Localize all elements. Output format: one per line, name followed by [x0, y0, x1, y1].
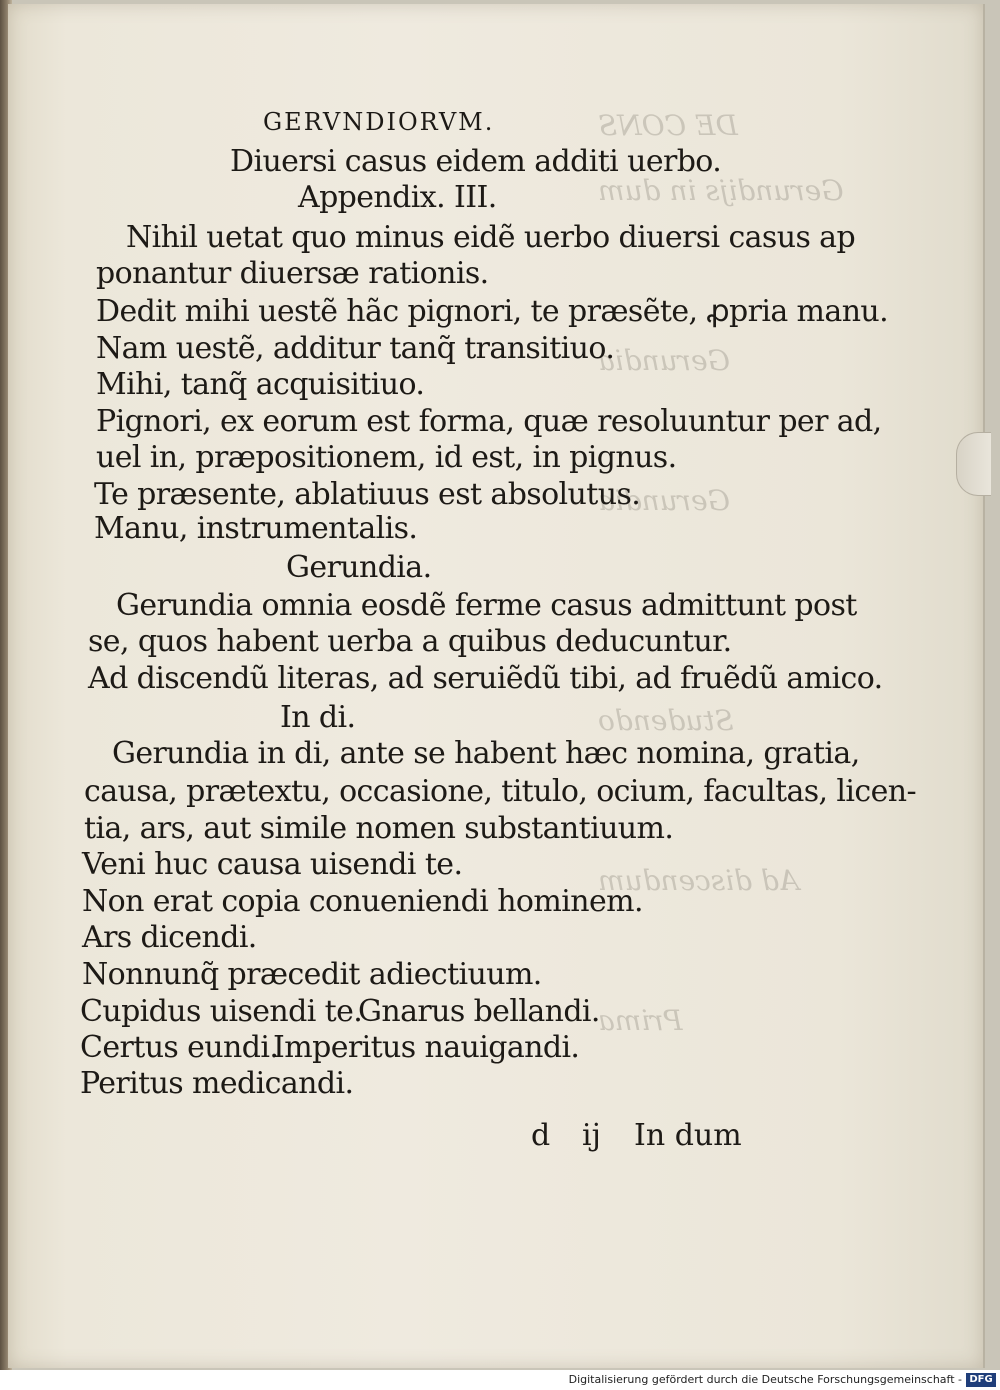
text-line: Te præsente, ablatiuus est absolutus. [94, 477, 641, 512]
text-line: Peritus medicandi. [80, 1066, 354, 1101]
text-line: Nonnunq̃ præcedit adiectiuum. [82, 957, 542, 992]
text-line-heading: Diuersi casus eidem additi uerbo. [230, 144, 722, 179]
dfg-logo: DFG [966, 1373, 996, 1387]
text-line: Non erat copia conueniendi hominem. [82, 884, 643, 919]
text-line-heading: In di. [280, 700, 356, 735]
show-through-text: DE CONS [598, 109, 738, 142]
text-line: Pignori, ex eorum est forma, quæ resoluuntur per ad, [96, 404, 882, 439]
text-line: Mihi, tanq̃ acquisitiuo. [96, 367, 425, 402]
catchword: In dum [634, 1118, 742, 1153]
show-through-text: Ad discendum [598, 864, 800, 897]
show-through-text: Studendo [598, 704, 734, 737]
text-line: causa, prætextu, occasione, titulo, ocium, facultas, licen- [84, 774, 917, 809]
text-line: se, quos habent uerba a quibus deducuntur. [88, 624, 732, 659]
text-line: Ars dicendi. [82, 920, 257, 955]
signature-mark: d [531, 1118, 551, 1153]
text-line: Ad discendũ literas, ad seruiẽdũ tibi, ad fruẽdũ amico. [88, 661, 883, 696]
digitization-footer [0, 1370, 1000, 1390]
running-head: GERVNDIORVM. [263, 108, 495, 136]
signature-number: ij [582, 1118, 601, 1153]
text-line: Nihil uetat quo minus eidẽ uerbo diuersi casus ap [126, 220, 856, 255]
text-line-heading: Gerundia. [286, 550, 432, 585]
text-line: tia, ars, aut simile nomen substantiuum. [84, 811, 674, 846]
text-line: Dedit mihi uestẽ hãc pignori, te præsẽte, ꝓpria manu. [96, 294, 889, 329]
text-line: ponantur diuersæ rationis. [96, 256, 489, 291]
show-through-text: Prima [598, 1004, 683, 1037]
text-line: Manu, instrumentalis. [94, 511, 418, 546]
text-line: Certus eundi. [80, 1030, 279, 1065]
text-line: Gnarus bellandi. [358, 994, 600, 1029]
text-line: Cupidus uisendi te. [80, 994, 363, 1029]
footer-credit: Digitalisierung gefördert durch die Deutsche Forschungsgemeinschaft - [568, 1373, 962, 1386]
text-line: Imperitus nauigandi. [273, 1030, 580, 1065]
text-line: Veni huc causa uisendi te. [82, 847, 463, 882]
show-through-text: Gerundijs in dum [598, 174, 844, 207]
page-tab-marker [956, 432, 991, 496]
text-line-heading: Appendix. III. [298, 180, 497, 215]
show-through-text: Gerundia [598, 344, 730, 377]
show-through-text: Gerundia [598, 484, 730, 517]
text-line: Gerundia in di, ante se habent hæc nomina, gratia, [112, 736, 860, 771]
text-line: uel in, præpositionem, id est, in pignus. [96, 440, 677, 475]
text-line: Gerundia omnia eosdẽ ferme casus admittunt post [116, 588, 857, 623]
book-page [8, 4, 985, 1368]
text-line: Nam uestẽ, additur tanq̃ transitiuo. [96, 331, 615, 366]
